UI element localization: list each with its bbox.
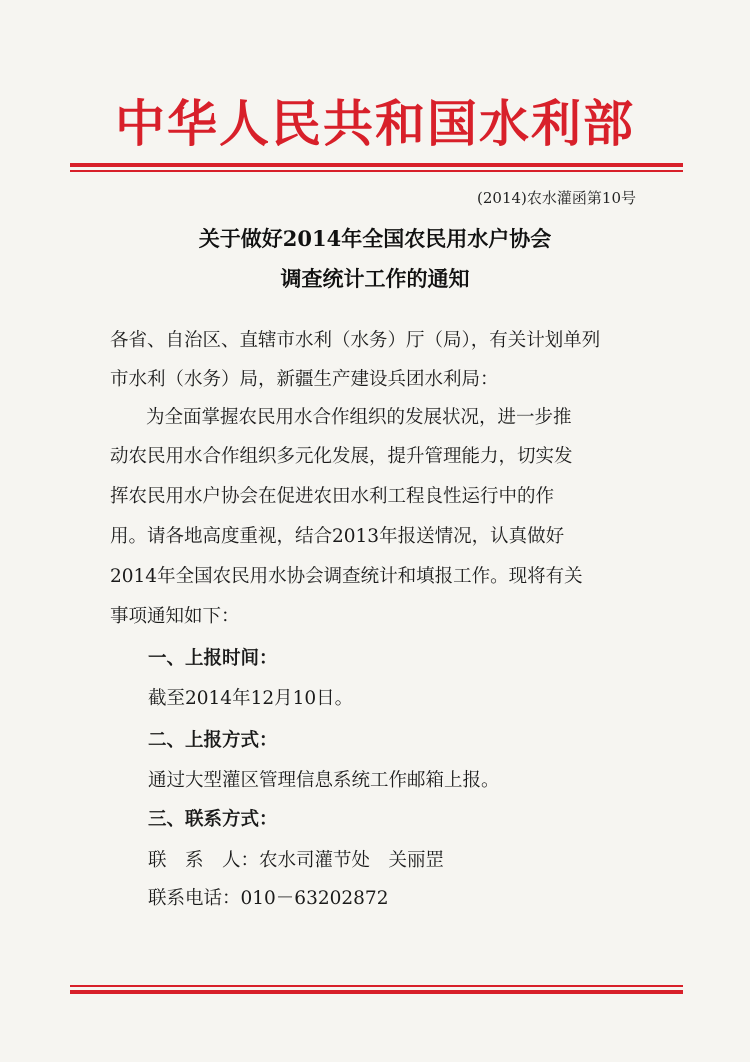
contact-phone: 联系电话：010－63202872 <box>148 888 389 909</box>
paragraph-line3: 挥农民用水户协会在促进农田水利工程良性运行中的作 <box>110 486 555 507</box>
paragraph-line5: 2014年全国农民用水协会调查统计和填报工作。现将有关 <box>110 566 583 587</box>
document-title-line2: 调查统计工作的通知 <box>280 266 470 291</box>
masthead-rule-thick <box>70 163 683 167</box>
masthead-rule-thin <box>70 170 683 172</box>
section2-heading: 二、上报方式： <box>148 730 278 751</box>
paragraph-line1: 为全面掌握农民用水合作组织的发展状况，进一步推 <box>146 407 572 428</box>
salutation-line2: 市水利（水务）局，新疆生产建设兵团水利局： <box>110 369 499 390</box>
document-title-line1: 关于做好2014年全国农民用水户协会 <box>198 226 552 251</box>
section3-heading: 三、联系方式： <box>148 809 278 830</box>
contact-person: 联 系 人：农水司灌节处 关丽罡 <box>148 850 445 871</box>
document-number: (2014)农水灌函第10号 <box>477 189 636 207</box>
footer-rule-thin <box>70 985 683 987</box>
salutation-line1: 各省、自治区、直辖市水利（水务）厅（局），有关计划单列 <box>110 330 601 351</box>
paragraph-line6: 事项通知如下： <box>110 606 240 627</box>
section1-content: 截至2014年12月10日。 <box>148 688 354 709</box>
paragraph-line4: 用。请各地高度重视，结合2013年报送情况，认真做好 <box>110 526 565 547</box>
paragraph-line2: 动农民用水合作组织多元化发展，提升管理能力，切实发 <box>110 446 573 467</box>
section2-content: 通过大型灌区管理信息系统工作邮箱上报。 <box>148 770 500 791</box>
footer-rule-thick <box>70 990 683 994</box>
section1-heading: 一、上报时间： <box>148 648 278 669</box>
masthead-org-name: 中华人民共和国水利部 <box>115 94 635 153</box>
